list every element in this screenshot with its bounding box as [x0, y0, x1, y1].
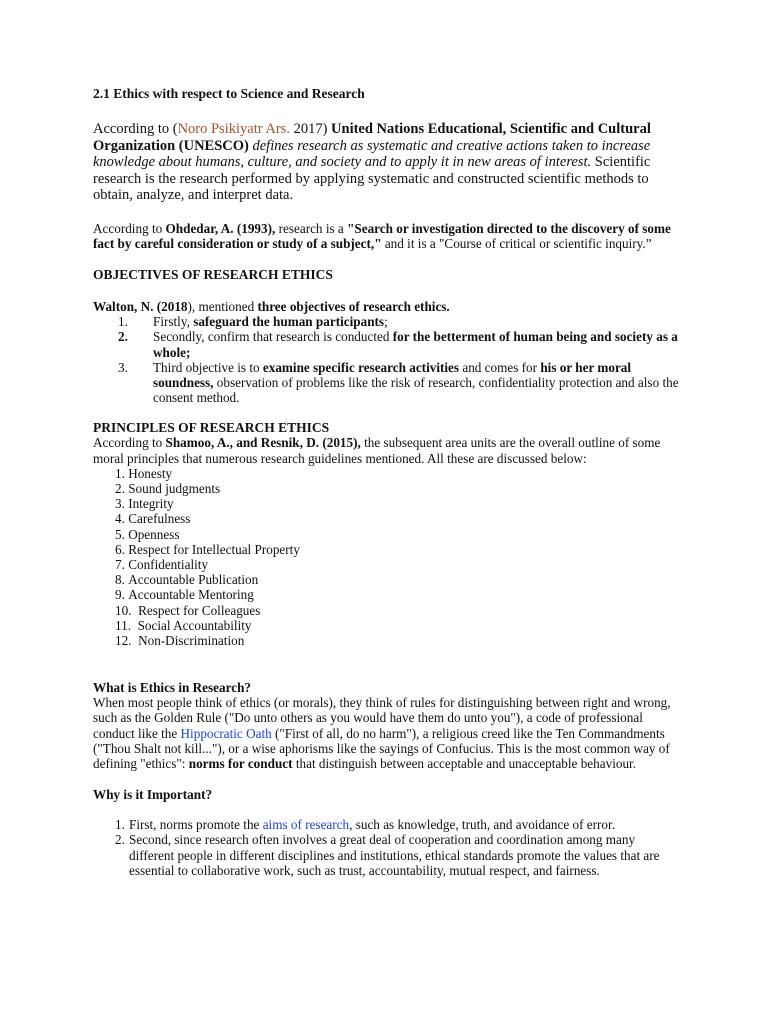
what-heading: What is Ethics in Research? [93, 680, 252, 696]
objectives-list [93, 314, 683, 405]
objectives-heading: OBJECTIVES OF RESEARCH ETHICS [93, 266, 333, 282]
hippocratic-oath-link[interactable]: Hippocratic Oath [180, 725, 272, 741]
list-item: 9. Accountable Mentoring [115, 587, 254, 603]
document-page [93, 86, 683, 878]
principles-heading: PRINCIPLES OF RESEARCH ETHICS [93, 420, 330, 436]
list-item: 11. Social Accountability [115, 617, 252, 633]
citation-link[interactable]: Noro Psikiyatr Ars. [177, 121, 290, 137]
list-item: 8. Accountable Publication [115, 572, 259, 588]
list-item: 5. Openness [115, 526, 180, 542]
list-item: 7. Confidentiality [115, 556, 209, 572]
list-item: 2. Sound judgments [115, 480, 221, 496]
what-paragraph: When most people think of ethics (or morals), they think of rules for distinguishing between right and wrong, such as the Golden Rule ("Do unto others as you would have them do unto you"), a code of professional conduct like the Hippocratic Oath ("First of all, do no harm"), a religious creed like the Ten Commandments ("Thou Shalt not kill..."), or a wise aphorisms like the sayings of Confucius. This is the most common way of defining "ethics": norms for conduct that distinguish between acceptable and unacceptable behaviour. [93, 695, 671, 771]
unesco-paragraph: According to (Noro Psikiyatr Ars. 2017) United Nations Educational, Scientific and Cultural Organization (UNESCO) defines research as systematic and creative actions taken to increase knowledge about humans, culture, and society and to apply it in new areas of interest. Scientific research is the research performed by applying systematic and constructed scientific methods to obtain, analyze, and interpret data. [93, 121, 651, 203]
aims-of-research-link[interactable]: aims of research [262, 817, 350, 833]
objectives-intro: Walton, N. (2018), mentioned three objectives of research ethics. [93, 298, 450, 314]
list-item: 3. Third objective is to examine specific research activities and comes for his or her moral soundness, observation of problems like the risk of research, confidentiality protection and also the consent method. [118, 359, 679, 406]
principles-intro: According to Shamoo, A., and Resnik, D. (2015), the subsequent area units are the overall outline of some moral principles that numerous research guidelines mentioned. All these are discussed below: [93, 435, 661, 466]
why-heading: Why is it Important? [93, 787, 213, 803]
list-item: 1. Firstly, safeguard the human participants; [118, 314, 388, 330]
list-item: 6. Respect for Intellectual Property [115, 541, 300, 557]
list-item: 1. First, norms promote the aims of research, such as knowledge, truth, and avoidance of error. [115, 817, 615, 833]
section-heading: 2.1 Ethics with respect to Science and Research [93, 86, 365, 101]
list-item: 12. Non-Discrimination [115, 632, 245, 648]
list-item: 3. Integrity [115, 496, 174, 512]
list-item: 2. Second, since research often involves a great deal of cooperation and coordination among many different people in different disciplines and institutions, ethical standards promote the values that are essential to collaborative work, such as trust, accountability, mutual respect, and fairness. [115, 832, 660, 878]
list-item: 1. Honesty [115, 465, 173, 481]
list-item: 4. Carefulness [115, 511, 191, 527]
list-item: 10. Respect for Colleagues [115, 602, 261, 618]
importance-list [93, 817, 683, 878]
principles-list [93, 466, 683, 648]
list-item: 2. Secondly, confirm that research is conducted for the betterment of human being and society as a whole; [118, 329, 678, 360]
ohdedar-paragraph: According to Ohdedar, A. (1993), research is a "Search or investigation directed to the discovery of some fact by careful consideration or study of a subject," and it is a "Course of critical or scientific inquiry.” [93, 220, 671, 251]
